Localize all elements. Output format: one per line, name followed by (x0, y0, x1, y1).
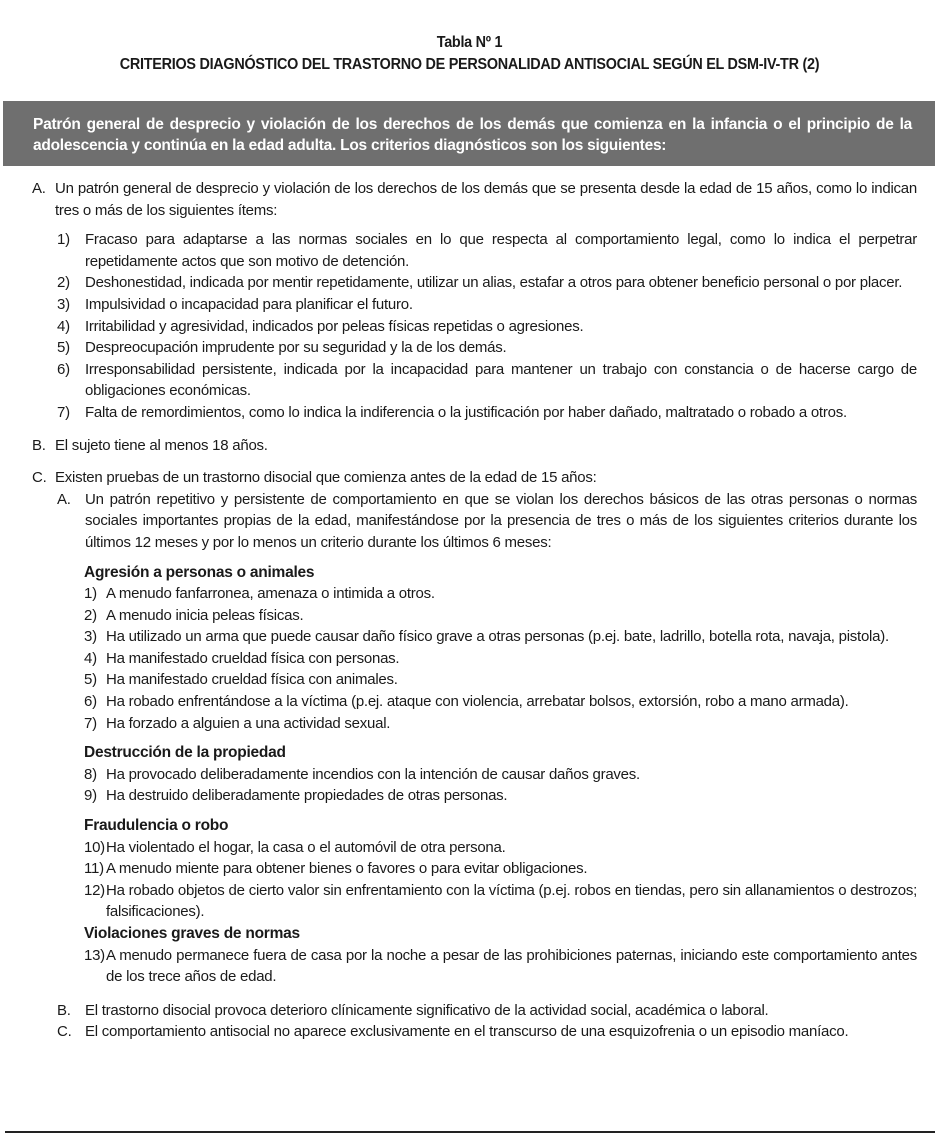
group-heading: Agresión a personas o animales (84, 563, 315, 581)
criterion-c-b (0, 1000, 939, 1022)
item-label: 1) (84, 585, 97, 603)
item-text: A menudo inicia peleas físicas. (106, 606, 304, 624)
item-label: 2) (57, 274, 70, 292)
spacer (0, 424, 939, 435)
list-item (0, 359, 939, 402)
item-text: Fracaso para adaptarse a las normas sociales en lo que respecta al comportamiento legal, como lo indica el perpetrar repetidamente actos que son motivo de detención. (85, 231, 917, 270)
item-label: 7) (84, 714, 97, 732)
item-label: 9) (84, 787, 97, 805)
item-text: Irresponsabilidad persistente, indicada por la incapacidad para mantener un trabajo con constancia o de hacerse cargo de obligaciones económicas. (85, 360, 917, 400)
item-text: Ha provocado deliberadamente incendios con la intención de causar daños graves. (106, 765, 640, 783)
spacer (0, 988, 939, 1000)
item-label: 10) (84, 838, 105, 856)
list-item (0, 785, 939, 807)
item-label: 5) (84, 671, 97, 689)
item-text: Deshonestidad, indicada por mentir repetidamente, utilizar un alias, estafar a otros para obtener beneficio personal o por placer. (85, 274, 903, 292)
list-item (0, 605, 939, 627)
item-text: El comportamiento antisocial no aparece exclusivamente en el transcurso de una esquizofrenia o un episodio maníaco. (85, 1023, 849, 1041)
item-text: Ha forzado a alguien a una actividad sexual. (106, 714, 391, 732)
item-label: 12) (84, 881, 105, 899)
item-label: C. (32, 469, 47, 487)
group-heading: Violaciones graves de normas (84, 925, 300, 942)
list-item (0, 402, 939, 424)
item-label: 6) (57, 360, 70, 378)
item-label: B. (32, 436, 46, 454)
item-label: 2) (84, 606, 97, 624)
item-text: Ha manifestado crueldad física con personas. (106, 649, 400, 667)
item-label: 13) (84, 946, 105, 964)
group-heading: Destrucción de la propiedad (84, 744, 286, 762)
item-label: 8) (84, 765, 97, 783)
item-text: Impulsividad o incapacidad para planificar el futuro. (85, 295, 413, 313)
list-item (0, 837, 939, 859)
item-label: 6) (84, 693, 97, 711)
item-text: Despreocupación imprudente por su seguridad y la de los demás. (85, 339, 507, 357)
item-label: 5) (57, 339, 70, 357)
intro-banner: Patrón general de desprecio y violación de los derechos de los demás que comienza en la infancia o el principio de la adolescencia y continúa en la edad adulta. Los criterios diagnósticos son los siguientes: (3, 101, 935, 166)
list-item (0, 713, 939, 735)
list-item (0, 764, 939, 786)
list-item (0, 858, 939, 880)
list-item (0, 880, 939, 923)
item-text: A menudo permanece fuera de casa por la noche a pesar de las prohibiciones paternas, iniciando este comportamiento antes de los trece años de edad. (106, 946, 917, 986)
item-text: Ha robado enfrentándose a la víctima (p.ej. ataque con violencia, arrebatar bolsos, extorsión, robo a mano armada). (106, 693, 849, 711)
item-label: A. (57, 490, 71, 508)
item-label: 7) (57, 403, 70, 421)
list-item (0, 272, 939, 294)
item-text: A menudo fanfarronea, amenaza o intimida a otros. (106, 585, 435, 603)
item-text: Ha violentado el hogar, la casa o el automóvil de otra persona. (106, 838, 506, 856)
item-label: 4) (57, 317, 70, 335)
item-label: 1) (57, 231, 70, 249)
item-label: 11) (84, 860, 104, 878)
list-item (0, 691, 939, 713)
criterion-a (0, 178, 939, 221)
criterion-c-a (0, 489, 939, 554)
list-item (0, 337, 939, 359)
list-item (0, 229, 939, 272)
item-text: El trastorno disocial provoca deterioro clínicamente significativo de la actividad social, académica o laboral. (85, 1001, 769, 1019)
spacer (0, 456, 939, 467)
item-text: Irritabilidad y agresividad, indicados por peleas físicas repetidas o agresiones. (85, 317, 584, 335)
item-label: 3) (84, 628, 97, 646)
item-text: Falta de remordimientos, como lo indica la indiferencia o la justificación por haber dañado, maltratado o robado a otros. (85, 403, 847, 421)
item-text: Ha manifestado crueldad física con animales. (106, 671, 398, 689)
criteria-list (0, 178, 939, 1043)
list-item (0, 945, 939, 988)
spacer (0, 221, 939, 229)
list-item (0, 294, 939, 316)
list-item (0, 648, 939, 670)
item-text: Existen pruebas de un trastorno disocial que comienza antes de la edad de 15 años: (55, 469, 597, 487)
list-item (0, 626, 939, 648)
table-title: Tabla Nº 1 (436, 34, 503, 51)
list-item (0, 669, 939, 691)
item-text: Ha robado objetos de cierto valor sin enfrentamiento con la víctima (p.ej. robos en tiendas, pero sin allanamientos o destrozos; falsificaciones). (106, 881, 917, 921)
item-text: El sujeto tiene al menos 18 años. (55, 436, 268, 454)
item-label: C. (57, 1023, 72, 1041)
list-item (0, 583, 939, 605)
list-item (0, 316, 939, 338)
item-text: Un patrón repetitivo y persistente de comportamiento en que se violan los derechos básicos de las otras personas o normas sociales importantes propias de la edad, manifestándose por la presencia de tres o más de los siguientes criterios durante los últimos 12 meses y por lo menos un criterio durante los últimos 6 meses: (85, 490, 917, 551)
criterion-b (0, 435, 939, 457)
item-label: 3) (57, 295, 70, 313)
item-label: 4) (84, 649, 97, 667)
item-text: Ha destruido deliberadamente propiedades de otras personas. (106, 787, 508, 805)
item-label: A. (32, 180, 46, 197)
item-label: B. (57, 1001, 71, 1019)
bottom-rule (5, 1131, 935, 1133)
criterion-c-c (0, 1021, 939, 1043)
table-subtitle: CRITERIOS DIAGNÓSTICO DEL TRASTORNO DE PERSONALIDAD ANTISOCIAL SEGÚN EL DSM-IV-TR (2) (119, 56, 820, 73)
item-text: Ha utilizado un arma que puede causar daño físico grave a otras personas (p.ej. bate, ladrillo, botella rota, navaja, pistola). (106, 628, 889, 646)
criterion-c (0, 467, 939, 489)
item-text: Un patrón general de desprecio y violación de los derechos de los demás que se presenta desde la edad de 15 años, como lo indican tres o más de los siguientes ítems: (55, 180, 917, 219)
group-heading: Fraudulencia o robo (84, 817, 229, 835)
item-text: A menudo miente para obtener bienes o favores o para evitar obligaciones. (106, 860, 588, 878)
